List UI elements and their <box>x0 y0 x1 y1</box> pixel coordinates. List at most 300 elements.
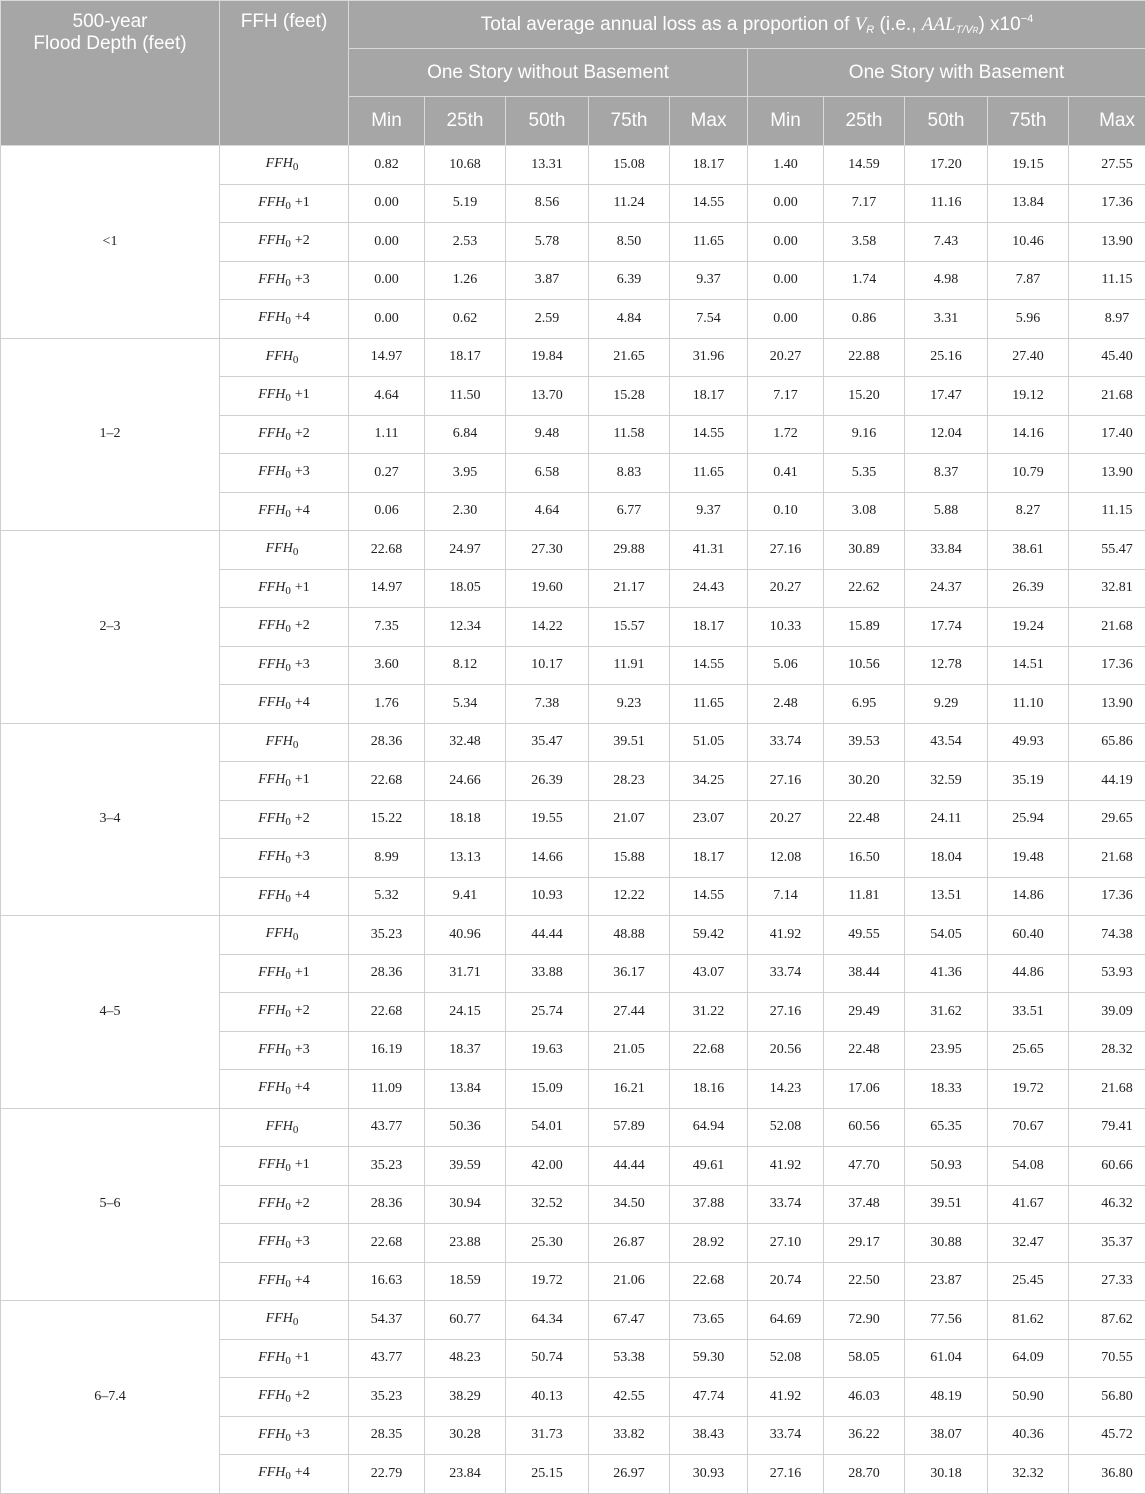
value-cell: 81.62 <box>988 1301 1069 1340</box>
value-cell: 18.17 <box>670 839 748 878</box>
vr-subscript: R <box>866 24 874 36</box>
value-cell: 38.61 <box>988 531 1069 570</box>
ffh-cell <box>220 1378 349 1417</box>
ffh-base: FFH <box>258 1042 285 1057</box>
value-cell: 10.56 <box>824 646 905 685</box>
value-cell: 19.60 <box>506 569 589 608</box>
value-cell: 11.16 <box>905 184 988 223</box>
ffh-base: FFH <box>258 618 285 633</box>
flood-depth-header-line1: 500-year <box>73 11 148 32</box>
value-cell: 14.16 <box>988 415 1069 454</box>
value-cell: 4.84 <box>589 300 670 339</box>
value-cell: 50.93 <box>905 1147 988 1186</box>
ffh-cell <box>220 608 349 647</box>
value-cell: 28.32 <box>1069 1031 1145 1070</box>
value-cell: 28.70 <box>824 1455 905 1494</box>
stat-header-50th: 50th <box>905 97 988 146</box>
value-cell: 10.68 <box>425 146 506 185</box>
ffh-cell <box>220 954 349 993</box>
group-header-with-basement: One Story with Basement <box>748 49 1145 97</box>
value-cell: 2.53 <box>425 223 506 262</box>
ffh-offset: +1 <box>295 387 310 402</box>
value-cell: 27.33 <box>1069 1262 1145 1301</box>
ffh-base: FFH <box>258 772 285 787</box>
value-cell: 13.84 <box>425 1070 506 1109</box>
value-cell: 5.96 <box>988 300 1069 339</box>
ffh-cell <box>220 1455 349 1494</box>
value-cell: 41.92 <box>748 1147 824 1186</box>
value-cell: 0.00 <box>748 223 824 262</box>
ffh-offset: +2 <box>295 426 310 441</box>
value-cell: 33.51 <box>988 993 1069 1032</box>
stat-header-50th: 50th <box>506 97 589 146</box>
value-cell: 22.62 <box>824 569 905 608</box>
value-cell: 19.72 <box>988 1070 1069 1109</box>
value-cell: 47.70 <box>824 1147 905 1186</box>
value-cell: 30.94 <box>425 1185 506 1224</box>
value-cell: 50.36 <box>425 1108 506 1147</box>
ffh-subscript: 0 <box>285 200 291 212</box>
ffh-base: FFH <box>258 1196 285 1211</box>
table-row <box>1 531 1145 570</box>
ffh-subscript: 0 <box>285 1393 291 1405</box>
ffh-subscript: 0 <box>285 816 291 828</box>
value-cell: 7.87 <box>988 261 1069 300</box>
ffh-offset: +3 <box>295 272 310 287</box>
ffh-offset: +1 <box>295 1350 310 1365</box>
value-cell: 28.23 <box>589 762 670 801</box>
ffh-cell <box>220 1147 349 1186</box>
value-cell: 22.68 <box>670 1262 748 1301</box>
ffh-cell <box>220 877 349 916</box>
ffh-cell <box>220 415 349 454</box>
value-cell: 11.65 <box>670 223 748 262</box>
value-cell: 5.88 <box>905 492 988 531</box>
value-cell: 18.04 <box>905 839 988 878</box>
value-cell: 14.97 <box>349 569 425 608</box>
value-cell: 0.00 <box>349 223 425 262</box>
ffh-subscript: 0 <box>293 354 299 366</box>
value-cell: 30.20 <box>824 762 905 801</box>
value-cell: 21.17 <box>589 569 670 608</box>
value-cell: 14.59 <box>824 146 905 185</box>
value-cell: 23.88 <box>425 1224 506 1263</box>
value-cell: 22.68 <box>349 531 425 570</box>
value-cell: 10.17 <box>506 646 589 685</box>
ffh-cell <box>220 1070 349 1109</box>
ffh-subscript: 0 <box>285 1278 291 1290</box>
stat-header-min: Min <box>748 97 824 146</box>
ffh-offset: +2 <box>295 811 310 826</box>
value-cell: 22.68 <box>349 993 425 1032</box>
ffh-cell <box>220 569 349 608</box>
value-cell: 50.90 <box>988 1378 1069 1417</box>
value-cell: 11.65 <box>670 454 748 493</box>
flood-depth-cell: <1 <box>1 146 220 339</box>
ffh-base: FFH <box>258 310 285 325</box>
value-cell: 31.96 <box>670 338 748 377</box>
value-cell: 5.32 <box>349 877 425 916</box>
value-cell: 16.50 <box>824 839 905 878</box>
value-cell: 12.34 <box>425 608 506 647</box>
value-cell: 2.30 <box>425 492 506 531</box>
value-cell: 8.83 <box>589 454 670 493</box>
value-cell: 52.08 <box>748 1108 824 1147</box>
value-cell: 0.00 <box>748 300 824 339</box>
value-cell: 17.47 <box>905 377 988 416</box>
value-cell: 34.50 <box>589 1185 670 1224</box>
value-cell: 11.50 <box>425 377 506 416</box>
value-cell: 8.37 <box>905 454 988 493</box>
ffh-cell <box>220 146 349 185</box>
value-cell: 29.65 <box>1069 800 1145 839</box>
value-cell: 11.24 <box>589 184 670 223</box>
value-cell: 25.74 <box>506 993 589 1032</box>
value-cell: 22.88 <box>824 338 905 377</box>
flood-depth-header-line2: Flood Depth (feet) <box>33 33 186 54</box>
value-cell: 22.68 <box>349 762 425 801</box>
ffh-base: FFH <box>266 734 293 749</box>
table-row <box>1 1301 1145 1340</box>
value-cell: 23.07 <box>670 800 748 839</box>
value-cell: 43.77 <box>349 1339 425 1378</box>
value-cell: 5.06 <box>748 646 824 685</box>
value-cell: 41.36 <box>905 954 988 993</box>
ffh-base: FFH <box>266 1119 293 1134</box>
value-cell: 0.00 <box>748 261 824 300</box>
ffh-base: FFH <box>258 1080 285 1095</box>
ffh-subscript: 0 <box>285 277 291 289</box>
ffh-cell <box>220 454 349 493</box>
value-cell: 1.76 <box>349 685 425 724</box>
value-cell: 18.17 <box>670 377 748 416</box>
flood-depth-cell: 3–4 <box>1 723 220 916</box>
value-cell: 10.33 <box>748 608 824 647</box>
ffh-offset: +3 <box>295 1427 310 1442</box>
value-cell: 11.10 <box>988 685 1069 724</box>
value-cell: 24.43 <box>670 569 748 608</box>
value-cell: 16.19 <box>349 1031 425 1070</box>
ffh-cell <box>220 1416 349 1455</box>
value-cell: 0.06 <box>349 492 425 531</box>
ffh-subscript: 0 <box>285 623 291 635</box>
value-cell: 64.34 <box>506 1301 589 1340</box>
value-cell: 7.14 <box>748 877 824 916</box>
ffh-base: FFH <box>258 464 285 479</box>
value-cell: 39.09 <box>1069 993 1145 1032</box>
ffh-base: FFH <box>266 1311 293 1326</box>
value-cell: 14.22 <box>506 608 589 647</box>
ffh-subscript: 0 <box>285 662 291 674</box>
value-cell: 24.66 <box>425 762 506 801</box>
stat-header-max: Max <box>1069 97 1145 146</box>
ffh-offset: +2 <box>295 233 310 248</box>
value-cell: 21.06 <box>589 1262 670 1301</box>
value-cell: 11.15 <box>1069 492 1145 531</box>
value-cell: 14.55 <box>670 877 748 916</box>
value-cell: 3.95 <box>425 454 506 493</box>
value-cell: 3.58 <box>824 223 905 262</box>
value-cell: 18.18 <box>425 800 506 839</box>
value-cell: 24.11 <box>905 800 988 839</box>
value-cell: 60.56 <box>824 1108 905 1147</box>
value-cell: 13.90 <box>1069 685 1145 724</box>
ffh-subscript: 0 <box>285 392 291 404</box>
ffh-base: FFH <box>258 503 285 518</box>
value-cell: 11.81 <box>824 877 905 916</box>
value-cell: 1.40 <box>748 146 824 185</box>
value-cell: 21.65 <box>589 338 670 377</box>
value-cell: 17.20 <box>905 146 988 185</box>
value-cell: 32.81 <box>1069 569 1145 608</box>
value-cell: 18.17 <box>425 338 506 377</box>
ffh-offset: +2 <box>295 1003 310 1018</box>
value-cell: 46.32 <box>1069 1185 1145 1224</box>
ffh-subscript: 0 <box>285 700 291 712</box>
ffh-base: FFH <box>258 426 285 441</box>
value-cell: 10.93 <box>506 877 589 916</box>
value-cell: 3.87 <box>506 261 589 300</box>
value-cell: 27.30 <box>506 531 589 570</box>
value-cell: 40.36 <box>988 1416 1069 1455</box>
value-cell: 7.43 <box>905 223 988 262</box>
value-cell: 28.92 <box>670 1224 748 1263</box>
value-cell: 54.05 <box>905 916 988 955</box>
ffh-subscript: 0 <box>285 1355 291 1367</box>
value-cell: 32.47 <box>988 1224 1069 1263</box>
value-cell: 50.74 <box>506 1339 589 1378</box>
value-cell: 29.17 <box>824 1224 905 1263</box>
value-cell: 17.36 <box>1069 184 1145 223</box>
value-cell: 27.55 <box>1069 146 1145 185</box>
exponent: −4 <box>1021 13 1034 25</box>
table-row <box>1 146 1145 185</box>
ffh-base: FFH <box>258 695 285 710</box>
value-cell: 9.48 <box>506 415 589 454</box>
ffh-offset: +3 <box>295 657 310 672</box>
value-cell: 14.66 <box>506 839 589 878</box>
value-cell: 15.28 <box>589 377 670 416</box>
ffh-base: FFH <box>258 195 285 210</box>
value-cell: 25.30 <box>506 1224 589 1263</box>
value-cell: 15.88 <box>589 839 670 878</box>
value-cell: 13.13 <box>425 839 506 878</box>
value-cell: 11.65 <box>670 685 748 724</box>
group-header-without-basement: One Story without Basement <box>349 49 748 97</box>
ffh-cell <box>220 685 349 724</box>
value-cell: 17.36 <box>1069 646 1145 685</box>
value-cell: 10.79 <box>988 454 1069 493</box>
value-cell: 21.68 <box>1069 839 1145 878</box>
value-cell: 20.27 <box>748 800 824 839</box>
value-cell: 13.51 <box>905 877 988 916</box>
value-cell: 20.74 <box>748 1262 824 1301</box>
value-cell: 24.97 <box>425 531 506 570</box>
ffh-base: FFH <box>266 926 293 941</box>
value-cell: 10.46 <box>988 223 1069 262</box>
value-cell: 35.37 <box>1069 1224 1145 1263</box>
value-cell: 48.19 <box>905 1378 988 1417</box>
value-cell: 28.36 <box>349 1185 425 1224</box>
value-cell: 23.84 <box>425 1455 506 1494</box>
value-cell: 25.16 <box>905 338 988 377</box>
ffh-cell <box>220 1185 349 1224</box>
value-cell: 74.38 <box>1069 916 1145 955</box>
value-cell: 22.68 <box>670 1031 748 1070</box>
value-cell: 5.35 <box>824 454 905 493</box>
value-cell: 24.37 <box>905 569 988 608</box>
ffh-offset: +4 <box>295 888 310 903</box>
ffh-offset: +1 <box>295 1157 310 1172</box>
value-cell: 14.86 <box>988 877 1069 916</box>
ffh-offset: +1 <box>295 772 310 787</box>
value-cell: 26.87 <box>589 1224 670 1263</box>
value-cell: 21.68 <box>1069 1070 1145 1109</box>
ffh-subscript: 0 <box>285 585 291 597</box>
value-cell: 38.44 <box>824 954 905 993</box>
value-cell: 33.74 <box>748 723 824 762</box>
value-cell: 60.66 <box>1069 1147 1145 1186</box>
stat-header-25th: 25th <box>425 97 506 146</box>
value-cell: 27.16 <box>748 993 824 1032</box>
total-loss-suffix: ) x10 <box>978 14 1020 35</box>
value-cell: 44.44 <box>589 1147 670 1186</box>
value-cell: 38.43 <box>670 1416 748 1455</box>
value-cell: 41.92 <box>748 1378 824 1417</box>
value-cell: 5.19 <box>425 184 506 223</box>
value-cell: 8.50 <box>589 223 670 262</box>
value-cell: 0.27 <box>349 454 425 493</box>
value-cell: 28.36 <box>349 954 425 993</box>
ffh-cell <box>220 1224 349 1263</box>
value-cell: 32.32 <box>988 1455 1069 1494</box>
value-cell: 1.74 <box>824 261 905 300</box>
value-cell: 0.00 <box>349 300 425 339</box>
value-cell: 29.49 <box>824 993 905 1032</box>
ffh-base: FFH <box>258 580 285 595</box>
value-cell: 18.16 <box>670 1070 748 1109</box>
stat-header-max: Max <box>670 97 748 146</box>
value-cell: 26.39 <box>506 762 589 801</box>
ffh-base: FFH <box>266 541 293 556</box>
value-cell: 56.80 <box>1069 1378 1145 1417</box>
value-cell: 13.90 <box>1069 223 1145 262</box>
ffh-offset: +2 <box>295 1196 310 1211</box>
value-cell: 52.08 <box>748 1339 824 1378</box>
value-cell: 19.55 <box>506 800 589 839</box>
ffh-offset: +1 <box>295 580 310 595</box>
value-cell: 0.00 <box>349 184 425 223</box>
value-cell: 58.05 <box>824 1339 905 1378</box>
value-cell: 26.97 <box>589 1455 670 1494</box>
value-cell: 21.07 <box>589 800 670 839</box>
value-cell: 34.25 <box>670 762 748 801</box>
ffh-cell <box>220 338 349 377</box>
value-cell: 19.15 <box>988 146 1069 185</box>
ffh-subscript: 0 <box>285 431 291 443</box>
value-cell: 4.98 <box>905 261 988 300</box>
flood-depth-cell: 1–2 <box>1 338 220 531</box>
ffh-base: FFH <box>258 1427 285 1442</box>
value-cell: 39.51 <box>905 1185 988 1224</box>
ffh-offset: +3 <box>295 1234 310 1249</box>
value-cell: 33.88 <box>506 954 589 993</box>
value-cell: 40.13 <box>506 1378 589 1417</box>
value-cell: 8.56 <box>506 184 589 223</box>
value-cell: 11.91 <box>589 646 670 685</box>
value-cell: 18.17 <box>670 146 748 185</box>
value-cell: 1.26 <box>425 261 506 300</box>
ffh-base: FFH <box>258 1003 285 1018</box>
value-cell: 25.15 <box>506 1455 589 1494</box>
stat-header-75th: 75th <box>589 97 670 146</box>
ffh-subscript: 0 <box>285 854 291 866</box>
vr-symbol: V <box>855 14 867 35</box>
value-cell: 13.84 <box>988 184 1069 223</box>
ffh-subscript: 0 <box>285 508 291 520</box>
value-cell: 32.59 <box>905 762 988 801</box>
value-cell: 21.05 <box>589 1031 670 1070</box>
value-cell: 8.12 <box>425 646 506 685</box>
ffh-cell <box>220 1301 349 1340</box>
value-cell: 33.74 <box>748 954 824 993</box>
value-cell: 11.58 <box>589 415 670 454</box>
ffh-subscript: 0 <box>285 1047 291 1059</box>
value-cell: 12.08 <box>748 839 824 878</box>
value-cell: 13.70 <box>506 377 589 416</box>
value-cell: 22.79 <box>349 1455 425 1494</box>
value-cell: 19.84 <box>506 338 589 377</box>
value-cell: 25.45 <box>988 1262 1069 1301</box>
ffh-subscript: 0 <box>285 1201 291 1213</box>
ffh-cell <box>220 223 349 262</box>
value-cell: 59.30 <box>670 1339 748 1378</box>
value-cell: 31.71 <box>425 954 506 993</box>
value-cell: 53.38 <box>589 1339 670 1378</box>
value-cell: 27.40 <box>988 338 1069 377</box>
value-cell: 79.41 <box>1069 1108 1145 1147</box>
value-cell: 45.40 <box>1069 338 1145 377</box>
value-cell: 41.31 <box>670 531 748 570</box>
value-cell: 37.88 <box>670 1185 748 1224</box>
value-cell: 46.03 <box>824 1378 905 1417</box>
value-cell: 64.94 <box>670 1108 748 1147</box>
ffh-subscript: 0 <box>293 739 299 751</box>
ffh-cell <box>220 261 349 300</box>
value-cell: 5.34 <box>425 685 506 724</box>
value-cell: 6.95 <box>824 685 905 724</box>
total-loss-prefix: Total average annual loss as a proportion of <box>481 14 855 35</box>
value-cell: 15.09 <box>506 1070 589 1109</box>
ffh-base: FFH <box>258 849 285 864</box>
ffh-base: FFH <box>258 272 285 287</box>
ffh-offset: +4 <box>295 310 310 325</box>
value-cell: 19.63 <box>506 1031 589 1070</box>
ffh-cell <box>220 377 349 416</box>
value-cell: 23.95 <box>905 1031 988 1070</box>
ffh-subscript: 0 <box>285 1085 291 1097</box>
value-cell: 9.16 <box>824 415 905 454</box>
value-cell: 35.19 <box>988 762 1069 801</box>
ffh-base: FFH <box>258 888 285 903</box>
value-cell: 24.15 <box>425 993 506 1032</box>
ffh-offset: +4 <box>295 1273 310 1288</box>
ffh-subscript: 0 <box>285 1432 291 1444</box>
value-cell: 20.27 <box>748 338 824 377</box>
value-cell: 19.72 <box>506 1262 589 1301</box>
value-cell: 30.88 <box>905 1224 988 1263</box>
value-cell: 31.22 <box>670 993 748 1032</box>
